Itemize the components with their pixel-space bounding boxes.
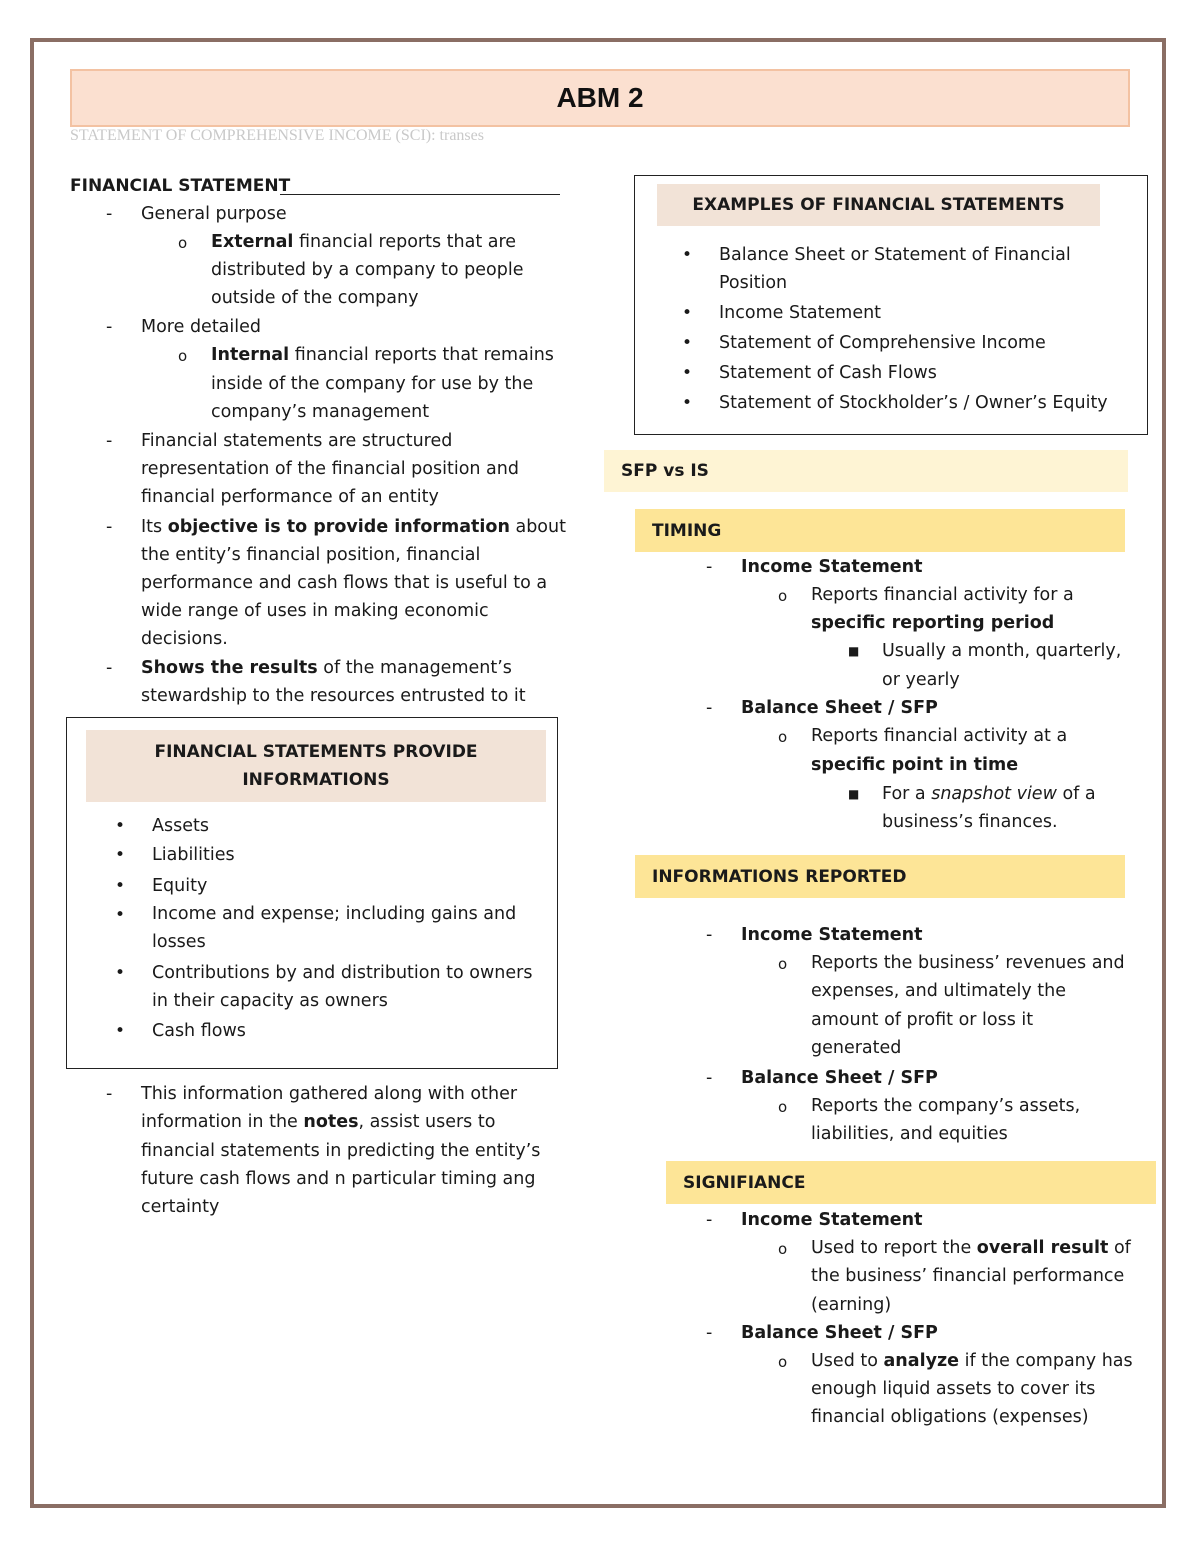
list-item: outside of the company — [211, 288, 419, 308]
list-item: Reports financial activity at a — [811, 726, 1068, 746]
list-item: Equity — [152, 876, 208, 896]
list-item: Statement of Cash Flows — [719, 363, 937, 383]
list-item: Used to report the overall result of — [811, 1238, 1131, 1258]
circle-bullet: o — [778, 1098, 788, 1116]
bullet-dot: • — [115, 816, 126, 836]
list-item: Balance Sheet / SFP — [741, 1323, 938, 1343]
dash-bullet: - — [106, 517, 113, 537]
circle-bullet: o — [778, 955, 788, 973]
list-item: For a snapshot view of a — [882, 784, 1096, 804]
list-item: More detailed — [141, 317, 262, 337]
list-item: in their capacity as owners — [152, 991, 388, 1011]
dash-bullet: - — [706, 557, 713, 577]
list-item: distributed by a company to people — [211, 260, 524, 280]
list-item: financial obligations (expenses) — [811, 1407, 1089, 1427]
title-banner — [70, 69, 1130, 127]
section-band-sfp-vs-is: SFP vs IS — [604, 450, 1128, 492]
list-item: company’s management — [211, 402, 430, 422]
list-item: Internal financial reports that remains — [211, 345, 554, 365]
list-item: Statement of Stockholder’s / Owner’s Equity — [719, 393, 1108, 413]
bullet-dot: • — [682, 245, 693, 265]
list-item: liabilities, and equities — [811, 1124, 1008, 1144]
info-box-provide — [66, 717, 558, 1069]
list-item: the business’ financial performance — [811, 1266, 1125, 1286]
list-item: Income Statement — [741, 1210, 923, 1230]
list-item: business’s finances. — [882, 812, 1058, 832]
list-item: specific point in time — [811, 755, 1019, 775]
dash-bullet: - — [106, 658, 113, 678]
list-item: Income Statement — [741, 925, 923, 945]
list-item: Contributions by and distribution to owners — [152, 963, 533, 983]
list-item: Statement of Comprehensive Income — [719, 333, 1046, 353]
bullet-dot: • — [682, 363, 693, 383]
list-item: the entity’s financial position, financial — [141, 545, 481, 565]
info-box-header: FINANCIAL STATEMENTS PROVIDE INFORMATIONS — [86, 730, 546, 802]
bullet-dot: • — [115, 963, 126, 983]
circle-bullet: o — [778, 587, 788, 605]
dash-bullet: - — [706, 1068, 713, 1088]
list-item: enough liquid assets to cover its — [811, 1379, 1096, 1399]
list-item: wide range of uses in making economic — [141, 601, 489, 621]
heading-underline — [280, 194, 560, 195]
bullet-dot: • — [682, 393, 693, 413]
circle-bullet: o — [778, 1353, 788, 1371]
list-item: This information gathered along with other — [141, 1084, 518, 1104]
list-item: Position — [719, 273, 788, 293]
list-item: financial statements in predicting the entity’s — [141, 1141, 541, 1161]
list-item: generated — [811, 1038, 902, 1058]
list-item: Usually a month, quarterly, — [882, 641, 1122, 661]
list-item: information in the notes, assist users to — [141, 1112, 496, 1132]
section-band-informations-reported: INFORMATIONS REPORTED — [635, 855, 1125, 898]
dash-bullet: - — [106, 204, 113, 224]
dash-bullet: - — [706, 698, 713, 718]
list-item: Reports the business’ revenues and — [811, 953, 1125, 973]
page-title: ABM 2 — [556, 82, 644, 113]
page-subtitle: STATEMENT OF COMPREHENSIVE INCOME (SCI): transes — [70, 127, 484, 144]
list-item: Shows the results of the management’s — [141, 658, 512, 678]
list-item: External financial reports that are — [211, 232, 517, 252]
list-item: stewardship to the resources entrusted to it — [141, 686, 526, 706]
bullet-dot: • — [115, 845, 126, 865]
square-bullet: ■ — [848, 787, 860, 801]
bullet-dot: • — [682, 333, 693, 353]
list-item: certainty — [141, 1197, 220, 1217]
dash-bullet: - — [706, 925, 713, 945]
list-item: or yearly — [882, 670, 960, 690]
list-item: performance and cash flows that is useful to a — [141, 573, 548, 593]
list-item: Income and expense; including gains and — [152, 904, 517, 924]
info-box-header: EXAMPLES OF FINANCIAL STATEMENTS — [657, 184, 1100, 226]
bullet-dot: • — [115, 1021, 126, 1041]
list-item: decisions. — [141, 629, 228, 649]
circle-bullet: o — [778, 728, 788, 746]
section-heading-financial-statement: FINANCIAL STATEMENT — [70, 176, 291, 196]
section-band-timing: TIMING — [635, 509, 1125, 552]
dash-bullet: - — [706, 1210, 713, 1230]
list-item: Reports financial activity for a — [811, 585, 1074, 605]
list-item: Assets — [152, 816, 209, 836]
list-item: Used to analyze if the company has — [811, 1351, 1133, 1371]
list-item: Income Statement — [719, 303, 882, 323]
section-band-significance: SIGNIFIANCE — [666, 1161, 1156, 1204]
list-item: specific reporting period — [811, 613, 1055, 633]
list-item: amount of profit or loss it — [811, 1010, 1034, 1030]
square-bullet: ■ — [848, 644, 860, 658]
list-item: future cash flows and n particular timing ang — [141, 1169, 536, 1189]
bullet-dot: • — [115, 876, 126, 896]
list-item: Its objective is to provide information about — [141, 517, 566, 537]
list-item: Balance Sheet / SFP — [741, 698, 938, 718]
list-item: Financial statements are structured — [141, 431, 453, 451]
list-item: financial performance of an entity — [141, 487, 439, 507]
circle-bullet: o — [178, 347, 188, 365]
dash-bullet: - — [106, 1084, 113, 1104]
list-item: losses — [152, 932, 206, 952]
list-item: (earning) — [811, 1295, 892, 1315]
bullet-dot: • — [115, 905, 126, 925]
circle-bullet: o — [178, 234, 188, 252]
list-item: General purpose — [141, 204, 287, 224]
list-item: Cash flows — [152, 1021, 246, 1041]
list-item: Reports the company’s assets, — [811, 1096, 1081, 1116]
circle-bullet: o — [778, 1240, 788, 1258]
list-item: Liabilities — [152, 845, 235, 865]
dash-bullet: - — [706, 1323, 713, 1343]
dash-bullet: - — [106, 317, 113, 337]
list-item: expenses, and ultimately the — [811, 981, 1066, 1001]
list-item: Balance Sheet / SFP — [741, 1068, 938, 1088]
list-item: inside of the company for use by the — [211, 374, 534, 394]
list-item: representation of the financial position and — [141, 459, 519, 479]
bullet-dot: • — [682, 303, 693, 323]
dash-bullet: - — [106, 431, 113, 451]
list-item: Income Statement — [741, 557, 923, 577]
list-item: Balance Sheet or Statement of Financial — [719, 245, 1071, 265]
